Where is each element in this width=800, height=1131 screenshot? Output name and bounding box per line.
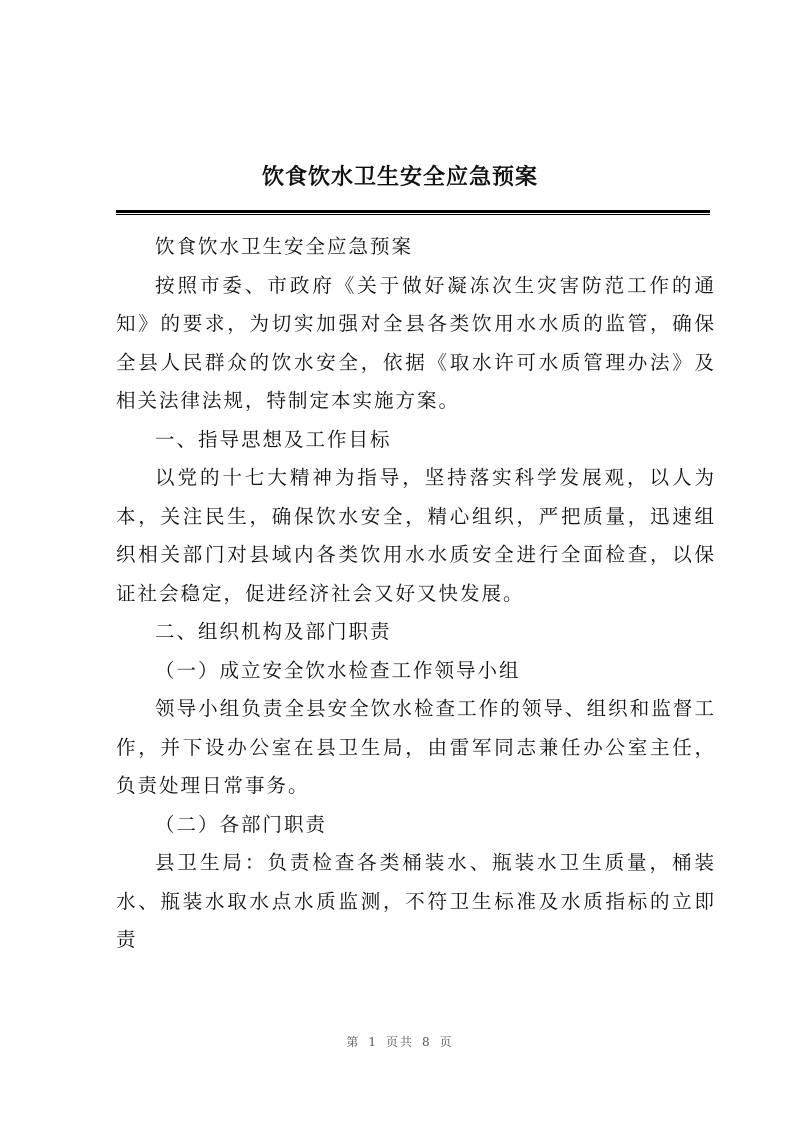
document-title: 饮食饮水卫生安全应急预案 bbox=[261, 165, 538, 190]
section-heading-1: 一、指导思想及工作目标 bbox=[155, 427, 392, 451]
section-heading-2: 二、组织机构及部门职责 bbox=[155, 620, 392, 643]
page-footer bbox=[0, 1033, 800, 1050]
paragraph-intro: 按照市委、市政府《关于做好凝冻次生灾害防范工作的通知》的要求，为切实加强对全县各类饮用水水质的监管，确保全县人民群众的饮水安全，依据《取水许可水质管理办法》及相关法律法规，特制定本实施方案。 bbox=[116, 273, 716, 412]
footer-prefix: 第 bbox=[346, 1035, 361, 1049]
paragraph-guiding-thought: 以党的十七大精神为指导，坚持落实科学发展观，以人为本，关注民生，确保饮水安全，精心组织，严把质量，迅速组织相关部门对县域内各类饮用水水质安全进行全面检查，以保证社会稳定，促进经济社会又好又快发展。 bbox=[116, 466, 716, 605]
paragraph-leading-group: 领导小组负责全县安全饮水检查工作的领导、组织和监督工作，并下设办公室在县卫生局，由雷军同志兼任办公室主任，负责处理日常事务。 bbox=[116, 697, 716, 797]
title-divider-thick bbox=[116, 210, 710, 213]
paragraph-health-bureau: 县卫生局：负责检查各类桶装水、瓶装水卫生质量，桶装水、瓶装水取水点水质监测，不符卫生标准及水质指标的立即责 bbox=[116, 851, 716, 951]
title-divider-thin bbox=[116, 214, 710, 215]
subsection-heading-2: （二）各部门职责 bbox=[155, 812, 328, 836]
footer-suffix: 页 bbox=[439, 1035, 454, 1049]
footer-middle: 页共 bbox=[385, 1035, 414, 1049]
document-body bbox=[116, 228, 716, 960]
subsection-heading-1: （一）成立安全饮水检查工作领导小组 bbox=[155, 658, 521, 682]
footer-page-number: 1 bbox=[368, 1035, 378, 1049]
paragraph-heading: 饮食饮水卫生安全应急预案 bbox=[155, 235, 414, 258]
footer-total-pages: 8 bbox=[422, 1035, 432, 1049]
